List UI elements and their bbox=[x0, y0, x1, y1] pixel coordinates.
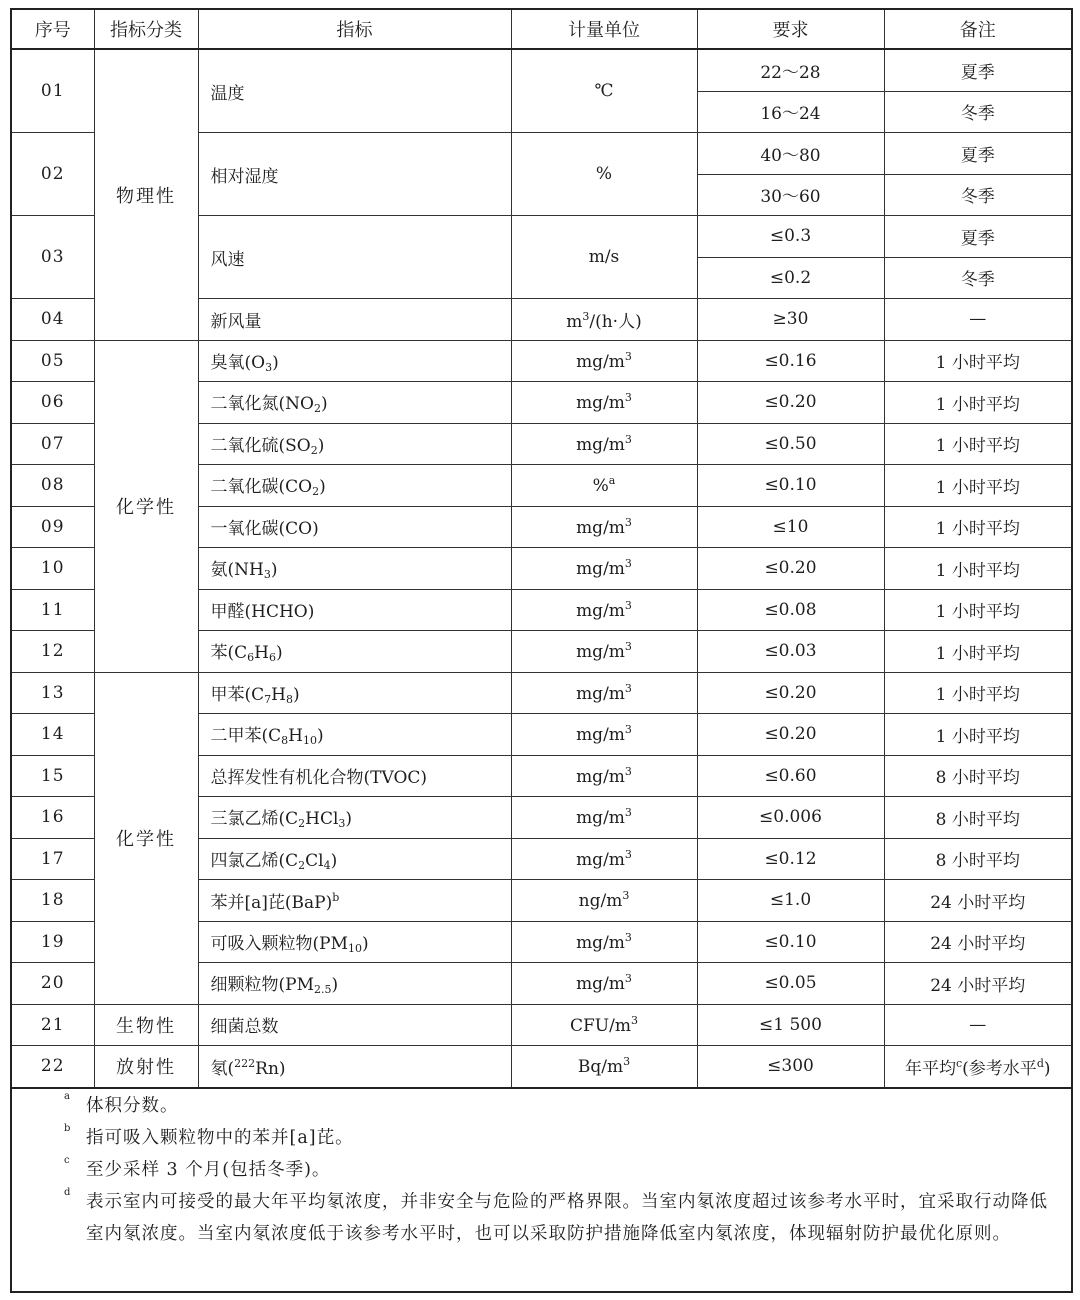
unit-superscript: 3 bbox=[624, 764, 632, 778]
remark-cell: — bbox=[884, 299, 1071, 341]
requirement-cell: ≥30 bbox=[697, 299, 884, 341]
remark-cell: 1 小时平均 bbox=[884, 382, 1071, 424]
table-row bbox=[12, 340, 1071, 382]
footnote-marker: c bbox=[956, 1056, 963, 1070]
indicator-text: 甲苯(C bbox=[210, 684, 265, 705]
row-seq: 08 bbox=[12, 465, 94, 507]
unit-superscript: 3 bbox=[624, 640, 632, 654]
remark-cell: 1 小时平均 bbox=[884, 506, 1071, 548]
footnote-text: 表示室内可接受的最大年平均氡浓度，并非安全与危险的严格界限。当室内氡浓度超过该参考水平时，宜采取行动降低室内氡浓度。当室内氡浓度低于该参考水平时，也可以采取防护措施降低室内氡浓度，体现辐射防护最优化原则。 bbox=[86, 1192, 1048, 1244]
indicator-text: 细颗粒物(PM bbox=[210, 975, 314, 996]
requirement-cell: ≤0.50 bbox=[697, 423, 884, 465]
header-requirement: 要求 bbox=[697, 10, 884, 49]
requirement-cell: ≤1.0 bbox=[697, 880, 884, 922]
remark-cell: 1 小时平均 bbox=[884, 548, 1071, 590]
unit-superscript: 3 bbox=[623, 1055, 631, 1069]
indicator-text: 苯(C bbox=[210, 643, 248, 664]
indicator-name: 新风量 bbox=[198, 299, 511, 341]
row-seq: 07 bbox=[12, 423, 94, 465]
unit-superscript: 3 bbox=[624, 432, 632, 446]
unit-superscript: 3 bbox=[624, 930, 632, 944]
header-seq: 序号 bbox=[12, 10, 94, 49]
unit-cell bbox=[511, 382, 697, 424]
unit-cell bbox=[511, 299, 697, 341]
row-seq: 10 bbox=[12, 548, 94, 590]
indicator-text: H bbox=[254, 643, 269, 664]
row-seq: 05 bbox=[12, 340, 94, 382]
remark-cell: 夏季 bbox=[884, 133, 1071, 175]
remark-cell: 24 小时平均 bbox=[884, 963, 1071, 1005]
indicator-subscript: 4 bbox=[323, 858, 331, 872]
unit-cell bbox=[511, 963, 697, 1005]
requirement-cell: ≤0.60 bbox=[697, 755, 884, 797]
remark-cell: 冬季 bbox=[884, 91, 1071, 133]
unit-cell bbox=[511, 340, 697, 382]
unit-superscript: 3 bbox=[624, 349, 632, 363]
unit-cell bbox=[511, 548, 697, 590]
unit-superscript: 3 bbox=[624, 847, 632, 861]
unit-cell bbox=[511, 589, 697, 631]
unit-cell bbox=[511, 1004, 697, 1046]
row-seq: 20 bbox=[12, 963, 94, 1005]
requirement-cell: ≤0.20 bbox=[697, 672, 884, 714]
requirement-cell: ≤0.3 bbox=[697, 216, 884, 258]
indicator-name bbox=[198, 714, 511, 756]
indicator-name: 总挥发性有机化合物(TVOC) bbox=[198, 755, 511, 797]
remark-cell: 8 小时平均 bbox=[884, 755, 1071, 797]
unit-text: ng/m bbox=[578, 891, 623, 912]
remark-cell: 1 小时平均 bbox=[884, 465, 1071, 507]
footnote-item bbox=[12, 1154, 1071, 1186]
indicator-text: ) bbox=[330, 850, 338, 871]
unit-cell bbox=[511, 672, 697, 714]
unit-superscript: 3 bbox=[582, 309, 590, 323]
remark-cell: 1 小时平均 bbox=[884, 589, 1071, 631]
remark-cell: 24 小时平均 bbox=[884, 880, 1071, 922]
indicator-name bbox=[198, 1046, 511, 1088]
requirement-cell: ≤0.10 bbox=[697, 921, 884, 963]
unit-text: % bbox=[592, 476, 609, 497]
indicator-name bbox=[198, 382, 511, 424]
footnote-text: 体积分数。 bbox=[86, 1096, 179, 1116]
unit-cell bbox=[511, 755, 697, 797]
indicator-name bbox=[198, 880, 511, 922]
indicator-text: ) bbox=[320, 394, 328, 415]
indicator-text: ) bbox=[319, 477, 326, 498]
indicator-subscript: 6 bbox=[268, 651, 276, 665]
row-seq: 19 bbox=[12, 921, 94, 963]
requirement-cell: ≤10 bbox=[697, 506, 884, 548]
footnote-mark: b bbox=[64, 1123, 72, 1134]
indicator-name: 细菌总数 bbox=[198, 1004, 511, 1046]
remark-cell: 冬季 bbox=[884, 257, 1071, 299]
unit-cell bbox=[511, 714, 697, 756]
remark-cell: 8 小时平均 bbox=[884, 797, 1071, 839]
indicator-text: 二氧化氮(NO bbox=[210, 394, 314, 415]
row-seq: 15 bbox=[12, 755, 94, 797]
row-seq: 18 bbox=[12, 880, 94, 922]
indicator-text: 二氧化碳(CO bbox=[210, 477, 313, 498]
indicator-text: H bbox=[288, 726, 303, 747]
indicator-text: ) bbox=[361, 933, 369, 954]
indicator-subscript: 2 bbox=[312, 485, 320, 499]
remark-cell: 1 小时平均 bbox=[884, 631, 1071, 673]
footnotes bbox=[12, 1090, 1071, 1250]
unit-superscript: 3 bbox=[624, 557, 632, 571]
row-seq: 12 bbox=[12, 631, 94, 673]
unit-text: mg/m bbox=[576, 974, 625, 995]
unit-text: mg/m bbox=[576, 683, 625, 704]
unit-cell bbox=[511, 921, 697, 963]
indicator-subscript: 10 bbox=[302, 734, 317, 748]
unit-superscript: 3 bbox=[630, 1013, 638, 1027]
footnote-text: 指可吸入颗粒物中的苯并[a]芘。 bbox=[86, 1128, 354, 1148]
indicator-text: Rn) bbox=[255, 1058, 286, 1079]
category-chemical: 化学性 bbox=[94, 340, 198, 672]
row-seq: 22 bbox=[12, 1046, 94, 1088]
unit-text: mg/m bbox=[576, 351, 625, 372]
unit-text: mg/m bbox=[576, 642, 625, 663]
indoor-air-quality-table bbox=[12, 10, 1071, 1089]
requirement-cell: 40～80 bbox=[697, 133, 884, 175]
requirement-cell: 22～28 bbox=[697, 49, 884, 91]
remark-text: ) bbox=[1043, 1058, 1051, 1079]
unit-cell: m/s bbox=[511, 216, 697, 299]
remark-cell: 1 小时平均 bbox=[884, 672, 1071, 714]
indicator-subscript: 3 bbox=[338, 817, 346, 831]
requirement-cell: ≤0.16 bbox=[697, 340, 884, 382]
row-seq: 13 bbox=[12, 672, 94, 714]
row-seq: 02 bbox=[12, 133, 94, 216]
indicator-subscript: 2 bbox=[313, 402, 321, 416]
indicator-subscript: 8 bbox=[285, 692, 293, 706]
header-remark: 备注 bbox=[884, 10, 1071, 49]
category-radioactive: 放射性 bbox=[94, 1046, 198, 1088]
indicator-text: 二甲苯(C bbox=[210, 726, 282, 747]
category-chemical-continued: 化学性 bbox=[94, 672, 198, 1004]
requirement-cell: ≤0.12 bbox=[697, 838, 884, 880]
indicator-name: 温度 bbox=[198, 49, 511, 133]
remark-cell: — bbox=[884, 1004, 1071, 1046]
indicator-name bbox=[198, 672, 511, 714]
unit-cell bbox=[511, 506, 697, 548]
unit-cell bbox=[511, 1046, 697, 1088]
indicator-subscript: 3 bbox=[265, 360, 273, 374]
indicator-name bbox=[198, 631, 511, 673]
remark-text: (参考水平 bbox=[962, 1058, 1037, 1079]
row-seq: 17 bbox=[12, 838, 94, 880]
standard-table-sheet bbox=[10, 8, 1073, 1293]
indicator-text: Cl bbox=[305, 850, 324, 871]
requirement-cell: ≤0.20 bbox=[697, 382, 884, 424]
footnote-mark: d bbox=[64, 1187, 72, 1198]
unit-superscript: 3 bbox=[624, 972, 632, 986]
indicator-name bbox=[198, 423, 511, 465]
unit-text: Bq/m bbox=[577, 1057, 624, 1078]
indicator-subscript: 2.5 bbox=[313, 983, 332, 997]
remark-cell: 24 小时平均 bbox=[884, 921, 1071, 963]
indicator-name bbox=[198, 548, 511, 590]
requirement-cell: ≤0.006 bbox=[697, 797, 884, 839]
remark-cell: 8 小时平均 bbox=[884, 838, 1071, 880]
footnote-item bbox=[12, 1186, 1071, 1250]
indicator-text: 四氯乙烯(C bbox=[210, 850, 299, 871]
row-seq: 09 bbox=[12, 506, 94, 548]
unit-cell: ℃ bbox=[511, 49, 697, 133]
indicator-name: 风速 bbox=[198, 216, 511, 299]
indicator-name bbox=[198, 838, 511, 880]
footnote-mark: a bbox=[64, 1091, 71, 1102]
unit-text: mg/m bbox=[576, 434, 625, 455]
indicator-text: HCl bbox=[305, 809, 339, 830]
indicator-text: 臭氧(O bbox=[210, 352, 266, 373]
unit-cell bbox=[511, 631, 697, 673]
unit-superscript: 3 bbox=[624, 598, 632, 612]
indicator-subscript: 2 bbox=[298, 817, 306, 831]
indicator-name: 一氧化碳(CO) bbox=[198, 506, 511, 548]
footnote-marker: b bbox=[332, 890, 340, 904]
indicator-name bbox=[198, 340, 511, 382]
table-row bbox=[12, 1046, 1071, 1088]
requirement-cell: ≤0.20 bbox=[697, 548, 884, 590]
indicator-text: 二氧化硫(SO bbox=[210, 435, 311, 456]
remark-text: 年平均 bbox=[905, 1058, 956, 1079]
remark-cell: 冬季 bbox=[884, 174, 1071, 216]
remark-cell: 1 小时平均 bbox=[884, 340, 1071, 382]
unit-cell bbox=[511, 423, 697, 465]
unit-superscript: 3 bbox=[624, 723, 632, 737]
footnote-item bbox=[12, 1090, 1071, 1122]
table-row bbox=[12, 49, 1071, 91]
indicator-subscript: 10 bbox=[347, 941, 362, 955]
indicator-subscript: 7 bbox=[264, 692, 272, 706]
indicator-text: H bbox=[271, 684, 286, 705]
row-seq: 01 bbox=[12, 49, 94, 133]
footnote-mark: c bbox=[64, 1155, 71, 1166]
indicator-text: ) bbox=[317, 435, 325, 456]
requirement-cell: ≤0.05 bbox=[697, 963, 884, 1005]
row-seq: 03 bbox=[12, 216, 94, 299]
header-category: 指标分类 bbox=[94, 10, 198, 49]
requirement-cell: ≤0.20 bbox=[697, 714, 884, 756]
indicator-subscript: 2 bbox=[310, 443, 318, 457]
indicator-subscript: 6 bbox=[247, 651, 255, 665]
indicator-text: ) bbox=[331, 975, 339, 996]
footnote-marker: a bbox=[608, 474, 616, 488]
unit-superscript: 3 bbox=[624, 681, 632, 695]
row-seq: 11 bbox=[12, 589, 94, 631]
unit-superscript: 3 bbox=[624, 391, 632, 405]
indicator-name: 甲醛(HCHO) bbox=[198, 589, 511, 631]
unit-cell bbox=[511, 465, 697, 507]
unit-text: mg/m bbox=[576, 766, 625, 787]
indicator-text: ) bbox=[272, 352, 279, 373]
indicator-text: 氡( bbox=[210, 1058, 235, 1079]
requirement-cell: ≤300 bbox=[697, 1046, 884, 1088]
remark-cell: 1 小时平均 bbox=[884, 423, 1071, 465]
requirement-cell: ≤0.03 bbox=[697, 631, 884, 673]
indicator-text: 可吸入颗粒物(PM bbox=[210, 933, 348, 954]
requirement-cell: ≤0.2 bbox=[697, 257, 884, 299]
unit-text: mg/m bbox=[576, 517, 625, 538]
indicator-text: ) bbox=[292, 684, 300, 705]
requirement-cell: 30～60 bbox=[697, 174, 884, 216]
indicator-name bbox=[198, 465, 511, 507]
indicator-name bbox=[198, 797, 511, 839]
unit-text: mg/m bbox=[576, 559, 625, 580]
row-seq: 21 bbox=[12, 1004, 94, 1046]
category-physical: 物理性 bbox=[94, 49, 198, 340]
remark-cell bbox=[884, 1046, 1071, 1088]
requirement-cell: ≤1 500 bbox=[697, 1004, 884, 1046]
unit-text: mg/m bbox=[576, 393, 625, 414]
unit-cell: % bbox=[511, 133, 697, 216]
unit-cell bbox=[511, 797, 697, 839]
indicator-text: 三氯乙烯(C bbox=[210, 809, 299, 830]
indicator-subscript: 2 bbox=[298, 858, 306, 872]
remark-cell: 夏季 bbox=[884, 216, 1071, 258]
unit-superscript: 3 bbox=[624, 806, 632, 820]
indicator-subscript: 8 bbox=[281, 734, 289, 748]
indicator-text: ) bbox=[316, 726, 324, 747]
table-header-row bbox=[12, 10, 1071, 49]
unit-text: m bbox=[566, 311, 583, 332]
indicator-name bbox=[198, 963, 511, 1005]
row-seq: 06 bbox=[12, 382, 94, 424]
category-biological: 生物性 bbox=[94, 1004, 198, 1046]
row-seq: 16 bbox=[12, 797, 94, 839]
indicator-text: 苯并[a]芘(BaP) bbox=[210, 892, 333, 913]
footnote-marker: d bbox=[1036, 1056, 1044, 1070]
unit-text: CFU/m bbox=[570, 1015, 631, 1036]
unit-text: /(h·人) bbox=[589, 311, 642, 332]
unit-text: mg/m bbox=[576, 725, 625, 746]
row-seq: 04 bbox=[12, 299, 94, 341]
unit-text: mg/m bbox=[576, 932, 625, 953]
indicator-text: ) bbox=[345, 809, 353, 830]
table-row bbox=[12, 1004, 1071, 1046]
indicator-text: ) bbox=[270, 560, 278, 581]
indicator-subscript: 3 bbox=[263, 568, 271, 582]
indicator-name bbox=[198, 921, 511, 963]
unit-text: mg/m bbox=[576, 849, 625, 870]
table-row bbox=[12, 672, 1071, 714]
row-seq: 14 bbox=[12, 714, 94, 756]
unit-text: mg/m bbox=[576, 808, 625, 829]
unit-cell bbox=[511, 838, 697, 880]
indicator-superscript: 222 bbox=[234, 1056, 256, 1070]
remark-cell: 1 小时平均 bbox=[884, 714, 1071, 756]
unit-superscript: 3 bbox=[622, 889, 630, 903]
indicator-text: 氨(NH bbox=[210, 560, 264, 581]
unit-text: mg/m bbox=[576, 600, 625, 621]
footnote-item bbox=[12, 1122, 1071, 1154]
header-indicator: 指标 bbox=[198, 10, 511, 49]
unit-cell bbox=[511, 880, 697, 922]
requirement-cell: 16～24 bbox=[697, 91, 884, 133]
remark-cell: 夏季 bbox=[884, 49, 1071, 91]
requirement-cell: ≤0.10 bbox=[697, 465, 884, 507]
unit-superscript: 3 bbox=[624, 515, 632, 529]
header-unit: 计量单位 bbox=[511, 10, 697, 49]
indicator-text: ) bbox=[275, 643, 283, 664]
indicator-name: 相对湿度 bbox=[198, 133, 511, 216]
footnote-text: 至少采样 3 个月(包括冬季)。 bbox=[86, 1160, 331, 1180]
requirement-cell: ≤0.08 bbox=[697, 589, 884, 631]
